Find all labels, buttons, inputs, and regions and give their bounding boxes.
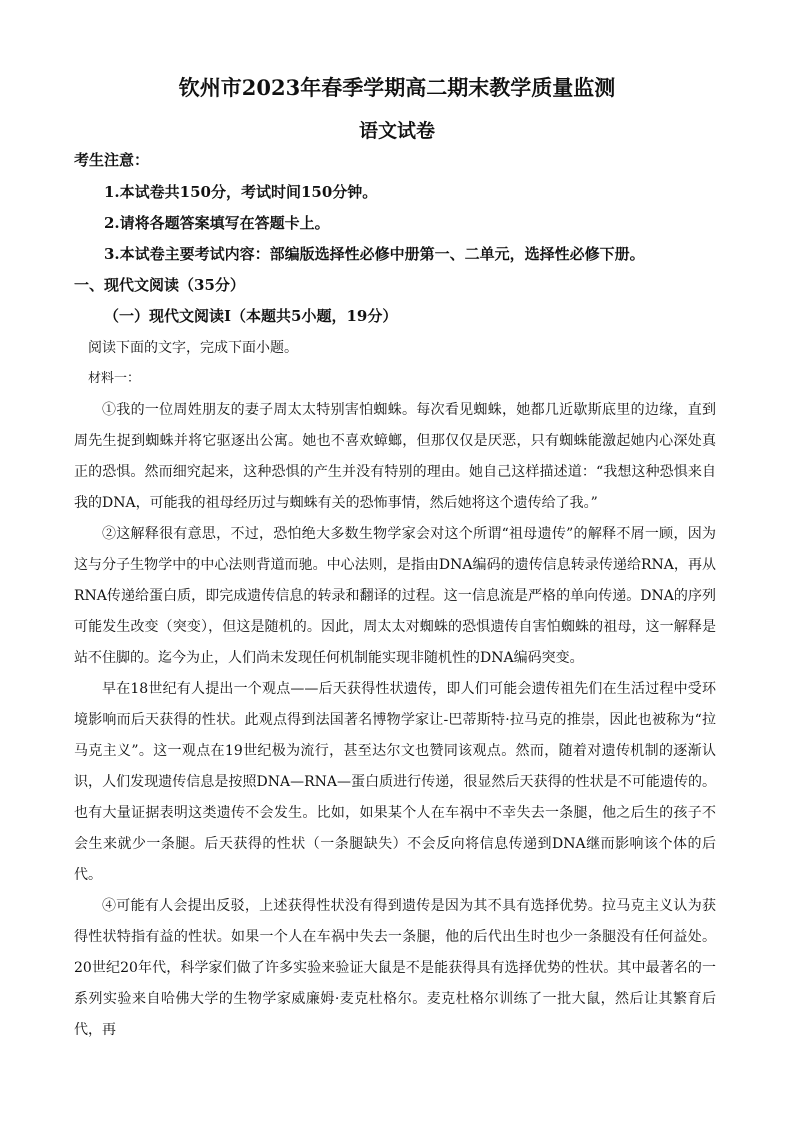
- instruction-text: 阅读下面的文字，完成下面小题。: [88, 340, 298, 356]
- section-subtitle: （一）现代文阅读Ⅰ（本题共5小题，19分）: [104, 307, 398, 325]
- notice-item-3: 3.本试卷主要考试内容：部编版选择性必修中册第一、二单元，选择性必修下册。: [104, 245, 645, 263]
- paragraph-4: ④可能有人会提出反驳，上述获得性状没有得到遗传是因为其不具有选择优势。拉马克主义认为获得性状特指有益的性状。如果一个人在车祸中失去一条腿，他的后代出生时也少一条腿没有任何益处。20世纪20年代，科学家们做了许多实验来验证大鼠是不是能获得具有选择优势的性状。其中最著名的一系列实验来自哈佛大学的生物学家威廉姆·麦克杜格尔。麦克杜格尔训练了一批大鼠，然后让其繁育后代，再: [74, 898, 716, 1038]
- exam-subtitle: 语文试卷: [358, 120, 435, 142]
- paragraph-3: 早在18世纪有人提出一个观点——后天获得性状遗传，即人们可能会遗传祖先们在生活过程中受环境影响而后天获得的性状。此观点得到法国著名博物学家让-巴蒂斯特·拉马克的推崇，因此也被称为“拉马克主义”。这一观点在19世纪极为流行，甚至达尔文也赞同该观点。然而，随着对遗传机制的逐渐认识，人们发现遗传信息是按照DNA—RNA—蛋白质进行传递，很显然后天获得的性状是不可能遗传的。也有大量证据表明这类遗传不会发生。比如，如果某个人在车祸中不幸失去一条腿，他之后生的孩子不会生来就少一条腿。后天获得的性状（一条腿缺失）不会反向将信息传递到DNA继而影响该个体的后代。: [74, 681, 716, 883]
- notice-item-1: 1.本试卷共150分，考试时间150分钟。: [104, 183, 378, 201]
- material-label: 材料一：: [88, 371, 141, 386]
- paragraph-1: ①我的一位周姓朋友的妻子周太太特别害怕蜘蛛。每次看见蜘蛛，她都几近歇斯底里的边缘，直到周先生捉到蜘蛛并将它驱逐出公寓。她也不喜欢蟑螂，但那仅仅是厌恶，只有蜘蛛能激起她内心深处真正的恐惧。然而细究起来，这种恐惧的产生并没有特别的理由。她自己这样描述道：“我想这种恐惧来自我的DNA，可能我的祖母经历过与蜘蛛有关的恐怖事情，然后她将这个遗传给了我。”: [74, 402, 716, 511]
- notice-item-2: 2.请将各题答案填写在答题卡上。: [104, 214, 330, 232]
- section-title: 一、现代文阅读（35分）: [74, 276, 245, 294]
- paragraph-2: ②这解释很有意思，不过，恐怕绝大多数生物学家会对这个所谓“祖母遗传”的解释不屑一顾，因为这与分子生物学中的中心法则背道而驰。中心法则，是指由DNA编码的遗传信息转录传递给RNA，再从RNA传递给蛋白质，即完成遗传信息的转录和翻译的过程。这一信息流是严格的单向传递。DNA的序列可能发生改变（突变），但这是随机的。因此，周太太对蜘蛛的恐惧遗传自害怕蜘蛛的祖母，这一解释是站不住脚的。迄今为止，人们尚未发现任何机制能实现非随机性的DNA编码突变。: [74, 526, 716, 666]
- exam-title: 钦州市2023年春季学期高二期末教学质量监测: [178, 75, 616, 100]
- notice-heading: 考生注意：: [74, 151, 150, 169]
